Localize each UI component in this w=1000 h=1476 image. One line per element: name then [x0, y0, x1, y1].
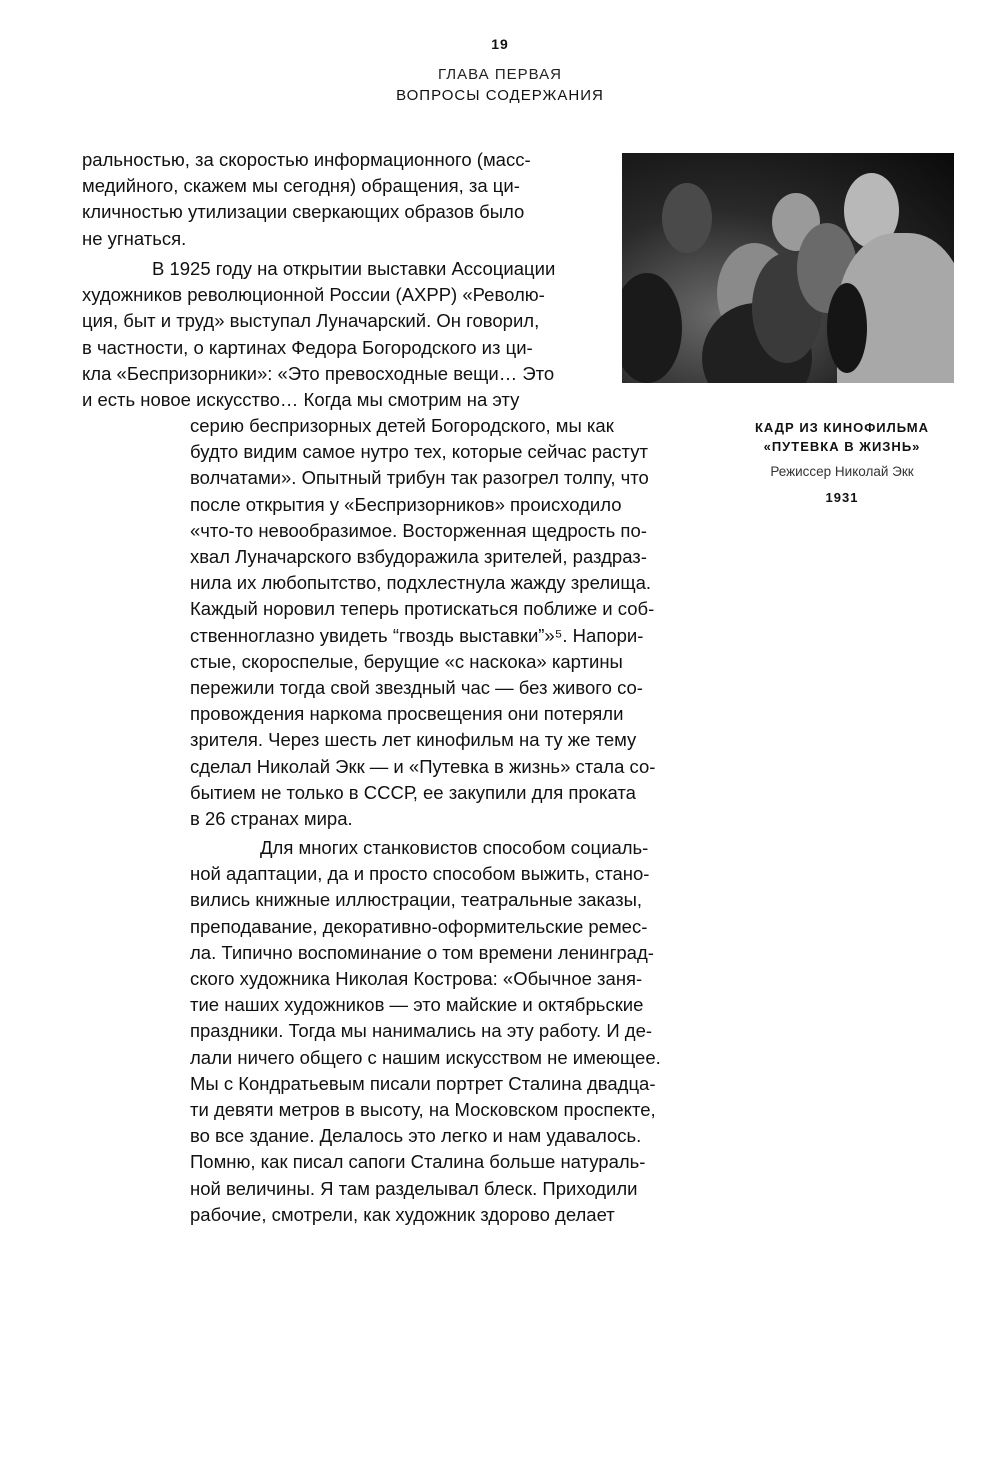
text-line: медийного, скажем мы сегодня) обращения, за ци- [82, 175, 520, 197]
text-line: ной адаптации, да и просто способом выжить, стано- [190, 863, 650, 885]
text-line: ского художника Николая Кострова: «Обычное заня- [190, 968, 643, 990]
text-line: «что-то невообразимое. Восторженная щедрость по- [190, 519, 647, 541]
text-line: серию беспризорных детей Богородского, мы как [190, 415, 614, 436]
text-line: преподавание, декоративно-оформительские ремес- [190, 915, 648, 937]
text-line: после открытия у «Беспризорников» происходило [190, 493, 622, 515]
text-line: Для многих станковистов способом социаль- [260, 837, 649, 858]
text-line: лали ничего общего с нашим искусством не имеющее. [190, 1046, 661, 1068]
text-line: В 1925 году на открытии выставки Ассоциации [152, 258, 556, 279]
text-line: провождения наркома просвещения они потеряли [190, 703, 624, 725]
text-line: хвал Луначарского взбудоражила зрителей, раздраз- [190, 546, 647, 568]
text-line: ти девяти метров в высоту, на Московском проспекте, [190, 1099, 656, 1121]
text-line: и есть новое искусство… Когда мы смотрим на эту [82, 389, 520, 411]
caption-title-line-2: «ПУТЕВКА В ЖИЗНЬ» [763, 439, 921, 454]
page-number: 19 [491, 36, 509, 52]
text-line: в 26 странах мира. [190, 808, 353, 830]
text-line: бытием не только в СССР, ее закупили для проката [190, 781, 636, 803]
text-line: ственноглазно увидеть “гвоздь выставки”»⁵. Напори- [190, 624, 644, 646]
paragraph-2 [82, 256, 588, 413]
caption-director: Режиссер Николай Экк [770, 464, 914, 479]
text-line: во все здание. Делалось это легко и нам удавалось. [190, 1125, 642, 1147]
text-line: кличностью утилизации сверкающих образов было [82, 201, 525, 223]
text-line: не угнаться. [82, 227, 187, 249]
text-line: Мы с Кондратьевым писали портрет Сталина двадца- [190, 1072, 656, 1094]
text-line: кла «Беспризорники»: «Это превосходные вещи… Это [82, 362, 555, 384]
text-line: художников революционной России (АХРР) «Револю- [82, 284, 545, 306]
caption-year: 1931 [825, 490, 859, 505]
paragraph-2-continued [190, 413, 710, 832]
paragraph-1 [82, 147, 588, 252]
text-line: тие наших художников — это майские и октябрьские [190, 994, 644, 1016]
film-still-photo [622, 153, 954, 383]
text-line: нила их любопытство, подхлестнула жажду зрелища. [190, 572, 652, 594]
text-line: сделал Николай Экк — и «Путевка в жизнь» стала со- [190, 755, 656, 777]
text-line: Каждый норовил теперь протискаться поближе и соб- [190, 598, 655, 620]
text-line: зрителя. Через шесть лет кинофильм на ту же тему [190, 729, 637, 751]
text-line: волчатами». Опытный трибун так разогрел толпу, что [190, 467, 649, 489]
text-line: в частности, о картинах Федора Богородского из ци- [82, 336, 533, 358]
text-line: праздники. Тогда мы нанимались на эту работу. И де- [190, 1020, 653, 1042]
text-line: ной величины. Я там разделывал блеск. Приходили [190, 1177, 638, 1199]
section-title: ВОПРОСЫ СОДЕРЖАНИЯ [396, 87, 604, 104]
text-line: ла. Типично воспоминание о том времени ленинград- [190, 941, 654, 963]
chapter-title: ГЛАВА ПЕРВАЯ [438, 66, 562, 83]
text-line: ция, быт и труд» выступал Луначарский. Он говорил, [82, 310, 540, 332]
text-line: вились книжные иллюстрации, театральные заказы, [190, 889, 643, 911]
text-line: пережили тогда свой звездный час — без живого со- [190, 677, 643, 699]
paragraph-3 [190, 835, 710, 1228]
caption-title-line-1: КАДР ИЗ КИНОФИЛЬМА [754, 420, 930, 435]
text-line: Помню, как писал сапоги Сталина больше натураль- [190, 1151, 646, 1173]
text-line: ральностью, за скоростью информационного (масс- [82, 149, 531, 170]
text-line: рабочие, смотрели, как художник здорово делает [190, 1203, 615, 1225]
text-line: будто видим самое нутро тех, которые сейчас растут [190, 441, 648, 463]
text-line: стые, скороспелые, берущие «с наскока» картины [190, 650, 623, 672]
